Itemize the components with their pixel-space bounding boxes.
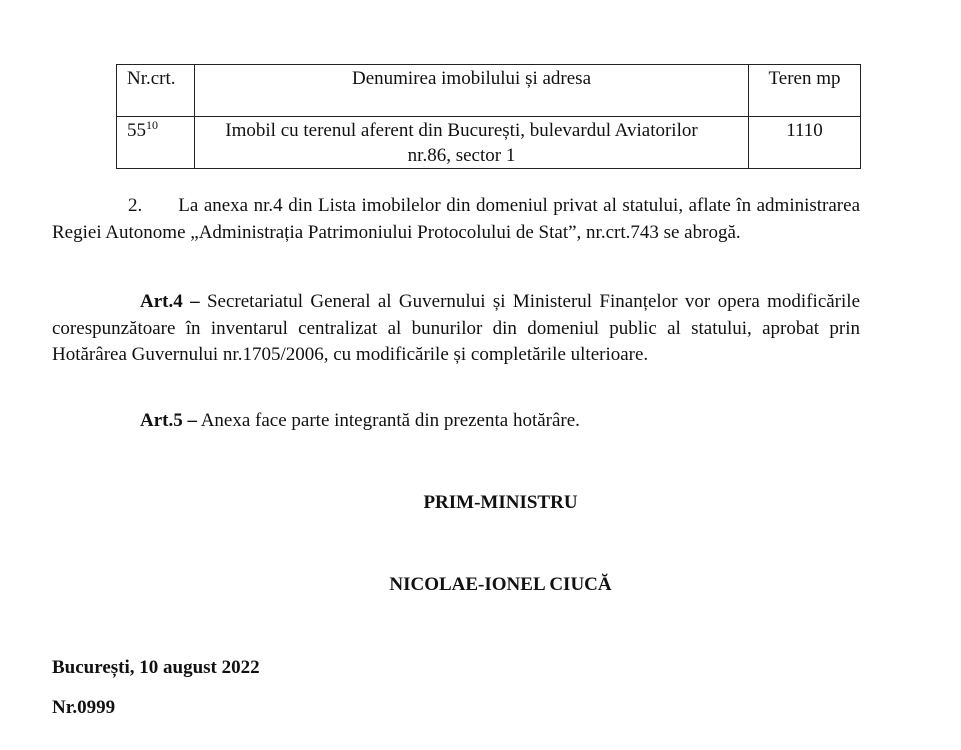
header-denumire: Denumirea imobilului și adresa <box>195 65 749 117</box>
header-teren: Teren mp <box>749 65 861 117</box>
point-number: 2. <box>128 195 143 216</box>
row-teren: 1110 <box>749 117 861 169</box>
art-4-text: Secretariatul General al Guvernului și Ministerul Finanțelor vor opera modificările corespunzătoare în inventarul centralizat al bunurilor din domeniul public al statului, aprobat prin Hotărârea Guvernului nr.1705/2006, cu modificările și completările ulterioare. <box>52 291 861 365</box>
row-nr-value: 55 <box>127 120 146 141</box>
row-denumire: Imobil cu terenul aferent din București, bulevardul Aviatorilor nr.86, sector 1 <box>195 117 749 169</box>
point-2-text: La anexa nr.4 din Lista imobilelor din domeniul privat al statului, aflate în administrarea Regiei Autonome „Administrația Patrimoniului Protocolului de Stat”, nr.crt.743 se abrogă. <box>52 195 860 243</box>
paragraph-point-2 <box>52 193 860 246</box>
header-nr-crt: Nr.crt. <box>117 65 195 117</box>
signature-title: PRIM-MINISTRU <box>423 492 578 513</box>
art-5-label: Art.5 – <box>140 410 197 431</box>
table-row <box>117 117 861 169</box>
signature-name: NICOLAE-IONEL CIUCĂ <box>389 574 612 595</box>
table-header-row <box>117 65 861 117</box>
imobile-table <box>116 64 861 169</box>
art-5-text: Anexa face parte integrantă din prezenta hotărâre. <box>200 410 580 431</box>
place-and-date: București, 10 august 2022 <box>52 657 260 678</box>
document-number: Nr.0999 <box>52 697 116 718</box>
row-nr-crt <box>117 117 195 169</box>
art-4-label: Art.4 – <box>140 291 200 312</box>
row-nr-superscript: 10 <box>146 118 158 132</box>
paragraph-art-5 <box>140 408 860 435</box>
paragraph-art-4 <box>52 289 860 369</box>
